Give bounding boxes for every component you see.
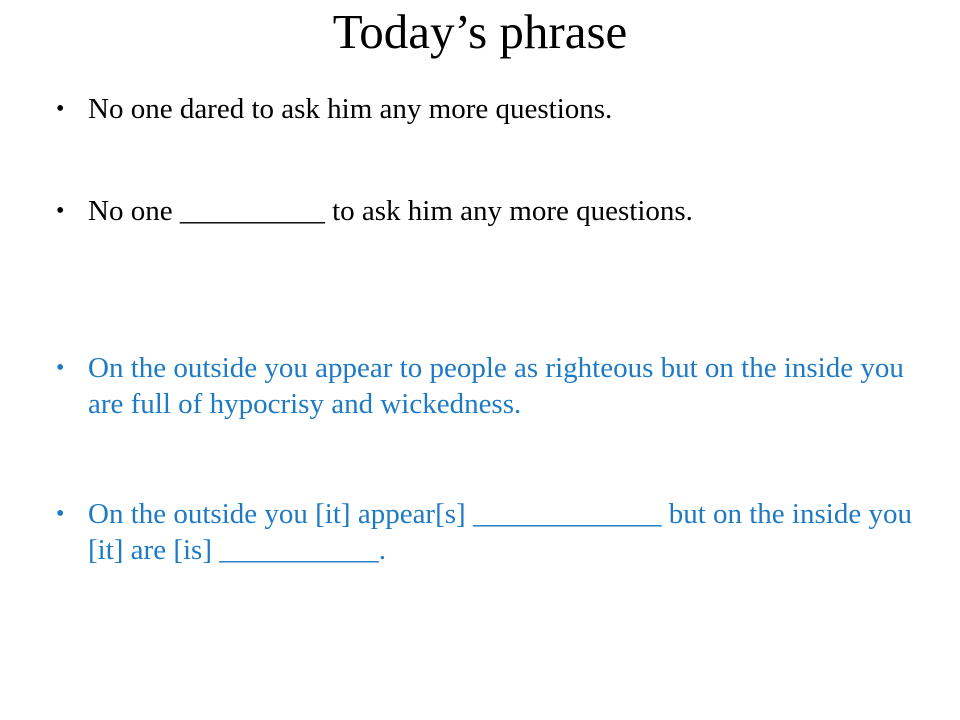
bullet-item <box>56 350 916 422</box>
bullet-marker: • <box>56 355 65 381</box>
bullet-item <box>56 193 916 229</box>
bullet-text: On the outside you [it] appear[s] _____________ but on the inside you [it] are [is] ___________. <box>88 498 912 566</box>
bullet-text: No one dared to ask him any more questions. <box>88 93 613 125</box>
bullet-marker: • <box>56 198 65 224</box>
bullet-item <box>56 91 916 127</box>
bullet-text: On the outside you appear to people as righteous but on the inside you are full of hypocrisy and wickedness. <box>88 352 904 420</box>
bullet-marker: • <box>56 501 65 527</box>
slide-title: Today’s phrase <box>332 4 628 59</box>
bullet-item <box>56 496 916 568</box>
bullet-marker: • <box>56 96 65 122</box>
bullet-text: No one __________ to ask him any more questions. <box>88 195 693 227</box>
